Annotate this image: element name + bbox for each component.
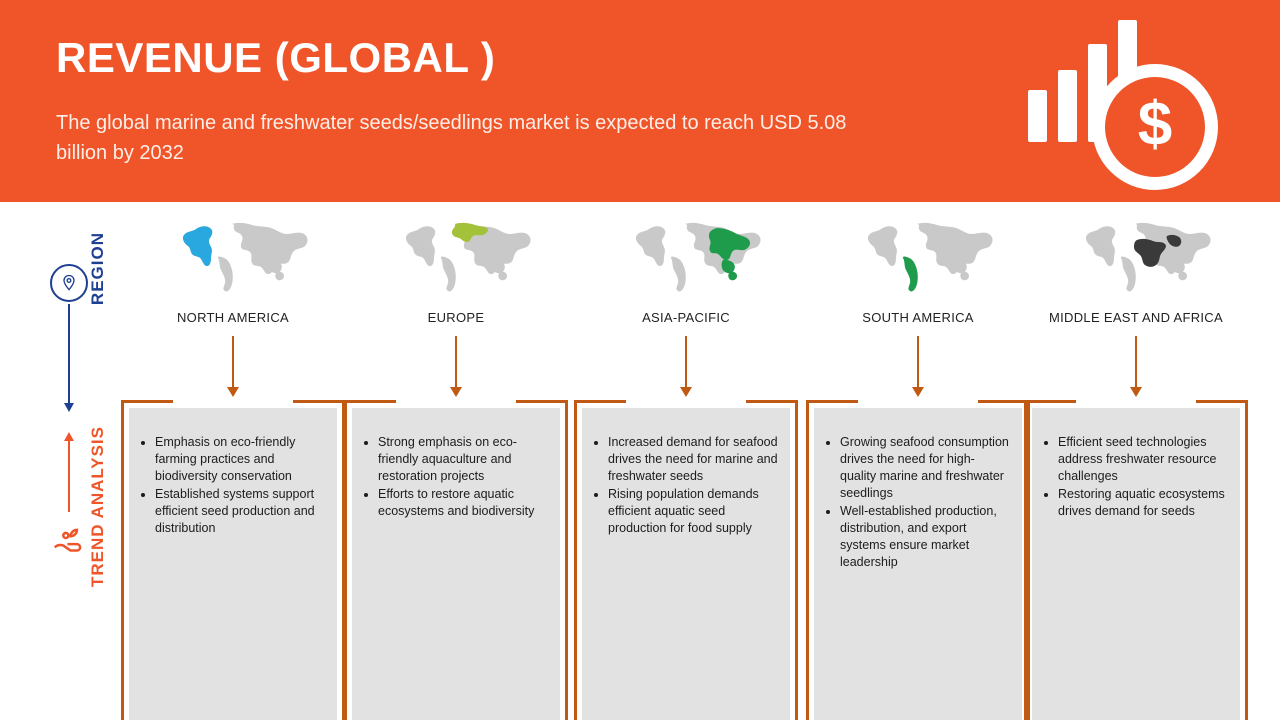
header-banner (0, 0, 1280, 202)
world-map-middle-east-africa-highlighted (1024, 214, 1248, 300)
world-map-south-america-highlighted (806, 214, 1030, 300)
trend-card (352, 408, 560, 720)
world-map-asia-pacific-highlighted (574, 214, 798, 300)
currency-symbol: $ (1137, 90, 1173, 159)
list-item: • Growing seafood consumption drives the need for high-quality marine and freshwater seedlings (840, 434, 1010, 502)
column-middle-east-africa[interactable] (1024, 214, 1248, 518)
connector-arrow (1135, 336, 1137, 388)
list-item: • Rising population demands efficient aquatic seed production for food supply (608, 486, 778, 537)
column-north-america[interactable] (121, 214, 345, 535)
region-label: MIDDLE EAST AND AFRICA (1049, 310, 1223, 325)
world-map-north-america-highlighted (121, 214, 345, 300)
column-asia-pacific[interactable] (574, 214, 798, 535)
trend-card-wrapper (574, 400, 798, 720)
bar-chart-icon (1058, 70, 1077, 142)
region-label: SOUTH AMERICA (862, 310, 974, 325)
list-item: • Efficient seed technologies address freshwater resource challenges (1058, 434, 1228, 485)
connector-arrow (685, 336, 687, 388)
list-item: • Strong emphasis on eco-friendly aquaculture and restoration projects (378, 434, 548, 485)
hand-plant-icon (50, 522, 88, 560)
list-item: • Emphasis on eco-friendly farming practices and biodiversity conservation (155, 434, 325, 485)
header-subtitle: The global marine and freshwater seeds/seedlings market is expected to reach USD 5.08 billion by 2032 (56, 112, 847, 164)
column-south-america[interactable] (806, 214, 1030, 569)
trend-card (1032, 408, 1240, 720)
list-item: • Efforts to restore aquatic ecosystems and biodiversity (378, 486, 548, 520)
connector-arrow (917, 336, 919, 388)
trend-card-wrapper (1024, 400, 1248, 720)
location-pin-icon (50, 264, 88, 302)
world-map-europe-highlighted (344, 214, 568, 300)
trend-card-wrapper (344, 400, 568, 720)
trend-card (814, 408, 1022, 720)
trend-card (582, 408, 790, 720)
column-europe[interactable] (344, 214, 568, 518)
region-flow-arrow (68, 304, 70, 404)
region-label: ASIA-PACIFIC (642, 310, 730, 325)
trend-card (129, 408, 337, 720)
list-item: • Established systems support efficient seed production and distribution (155, 486, 325, 537)
list-item: • Increased demand for seafood drives the need for marine and freshwater seeds (608, 434, 778, 485)
connector-arrow (455, 336, 457, 388)
dollar-coin-icon (1092, 64, 1218, 190)
list-item: • Well-established production, distribution, and export systems ensure market leadership (840, 503, 1010, 571)
rail-label-region: REGION (88, 232, 107, 306)
region-label: EUROPE (427, 310, 485, 325)
trend-flow-arrow (68, 440, 70, 512)
trend-card-wrapper (121, 400, 345, 720)
bar-chart-icon (1028, 90, 1047, 142)
trend-card-wrapper (806, 400, 1030, 720)
list-item: • Restoring aquatic ecosystems drives demand for seeds (1058, 486, 1228, 520)
revenue-icon-group (1018, 20, 1218, 190)
connector-arrow (232, 336, 234, 388)
page-title: REVENUE (GLOBAL ) (56, 34, 496, 81)
region-label: NORTH AMERICA (176, 310, 289, 325)
rail-label-trend: TREND ANALYSIS (88, 426, 107, 588)
